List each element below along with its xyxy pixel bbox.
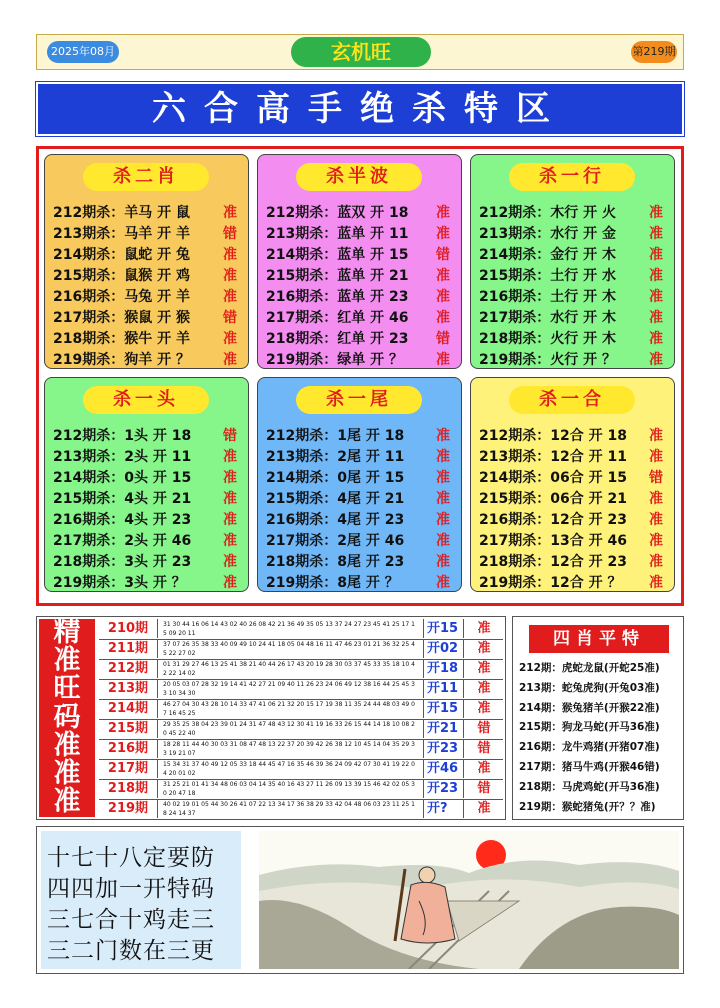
- prediction-text: 218期杀：猴牛 开 羊: [53, 331, 190, 347]
- prediction-row: [53, 350, 243, 371]
- prediction-row: [53, 266, 243, 287]
- period-cell: 217期: [99, 759, 158, 778]
- prediction-row: [53, 287, 243, 308]
- prediction-row: [266, 350, 456, 371]
- table-row: [99, 699, 503, 720]
- four-zodiac-item: 217期：猪马牛鸡(开猴46错): [519, 761, 660, 773]
- numbers-cell: 37 07 26 35 38 33 40 09 49 10 24 41 18 05 04 48 16 11 47 46 23 01 21 36 32 25 45 22 27 02: [163, 641, 415, 657]
- prediction-text: 216期杀：4头 开 23: [53, 512, 192, 528]
- prediction-row: [479, 426, 669, 447]
- prediction-text: 217期杀：2尾 开 46: [266, 533, 405, 549]
- panel-rows: [266, 426, 456, 594]
- prediction-text: 217期杀：红单 开 46: [266, 310, 409, 326]
- panel-rows: [479, 426, 669, 594]
- result-mark: 准: [649, 247, 663, 263]
- result-cell: 错: [463, 719, 504, 738]
- open-cell: 开?: [423, 799, 463, 818]
- four-zodiac-title: 四肖平特: [529, 625, 669, 653]
- result-cell: 准: [463, 639, 504, 658]
- prediction-text: 216期杀：土行 开 木: [479, 289, 616, 305]
- prediction-row: [266, 245, 456, 266]
- prediction-text: 217期杀：13合 开 46: [479, 533, 627, 549]
- prediction-text: 212期杀：1头 开 18: [53, 428, 192, 444]
- prediction-row: [266, 552, 456, 573]
- result-mark: 准: [436, 512, 450, 528]
- result-mark: 准: [436, 226, 450, 242]
- prediction-text: 213期杀：水行 开 金: [479, 226, 616, 242]
- result-mark: 准: [223, 449, 237, 465]
- prediction-text: 219期杀：狗羊 开 ？: [53, 352, 190, 368]
- result-mark: 准: [649, 352, 663, 368]
- four-zodiac-item: 215期：狗龙马蛇(开马36准): [519, 721, 660, 734]
- period-cell: 214期: [99, 699, 158, 718]
- prediction-row: [479, 287, 669, 308]
- prediction-row: [479, 468, 669, 489]
- period-cell: 213期: [99, 679, 158, 698]
- result-cell: 准: [463, 619, 504, 638]
- prediction-row: [266, 203, 456, 224]
- open-cell: 开02: [423, 639, 463, 658]
- prediction-row: [266, 468, 456, 489]
- result-mark: 准: [436, 268, 450, 284]
- result-cell: 准: [463, 799, 504, 818]
- prediction-text: 215期杀：06合 开 21: [479, 491, 627, 507]
- open-cell: 开18: [423, 659, 463, 678]
- result-mark: 准: [436, 470, 450, 486]
- prediction-text: 217期杀：2头 开 46: [53, 533, 192, 549]
- open-cell: 开23: [423, 739, 463, 758]
- result-mark: 准: [436, 310, 450, 326]
- header-bar: [36, 34, 684, 70]
- prediction-row: [53, 468, 243, 489]
- result-mark: 准: [649, 428, 663, 444]
- prediction-text: 219期杀：绿单 开 ？: [266, 352, 403, 368]
- result-mark: 准: [436, 352, 450, 368]
- panel-title: 杀一头: [83, 386, 209, 414]
- prediction-row: [53, 245, 243, 266]
- panel-title: 杀一行: [509, 163, 635, 191]
- prediction-text: 218期杀：火行 开 木: [479, 331, 616, 347]
- prediction-text: 212期杀：羊马 开 鼠: [53, 205, 190, 221]
- result-mark: 准: [436, 491, 450, 507]
- poem-line: 三七合十鸡走三: [47, 907, 215, 933]
- result-mark: 准: [649, 310, 663, 326]
- prediction-row: [53, 489, 243, 510]
- prediction-text: 218期杀：3头 开 23: [53, 554, 192, 570]
- four-zodiac-item: 216期：龙牛鸡猪(开猪07准): [519, 741, 660, 754]
- numbers-cell: 18 28 11 44 40 30 03 31 08 47 48 13 22 37 20 39 42 26 38 12 10 45 14 04 35 29 33 19 21 07: [163, 741, 415, 757]
- period-cell: 219期: [99, 799, 158, 818]
- numbers-cell: 31 30 44 16 06 14 43 02 40 26 08 42 21 36 49 35 05 13 37 24 27 23 45 41 25 17 15 09 20 11: [163, 621, 415, 637]
- prediction-text: 214期杀：06合 开 15: [479, 470, 627, 486]
- prediction-row: [479, 329, 669, 350]
- prediction-text: 213期杀：马羊 开 羊: [53, 226, 190, 242]
- prediction-row: [266, 426, 456, 447]
- prediction-row: [479, 266, 669, 287]
- result-mark: 准: [223, 205, 237, 221]
- result-mark: 准: [223, 268, 237, 284]
- prediction-text: 215期杀：蓝单 开 21: [266, 268, 409, 284]
- panel-title: 杀一尾: [296, 386, 422, 414]
- result-mark: 准: [649, 205, 663, 221]
- panel-grid: [36, 146, 684, 606]
- table-row: [99, 779, 503, 800]
- four-zodiac-item: 218期：马虎鸡蛇(开马36准): [519, 780, 660, 793]
- result-mark: 准: [223, 352, 237, 368]
- poem-section: [36, 826, 684, 974]
- prediction-row: [479, 573, 669, 594]
- open-cell: 开21: [423, 719, 463, 738]
- prediction-row: [479, 447, 669, 468]
- poem-line: 三二门数在三更: [47, 938, 215, 964]
- prediction-row: [479, 245, 669, 266]
- vertical-title: [39, 619, 95, 817]
- prediction-text: 215期杀：鼠猴 开 鸡: [53, 268, 190, 284]
- four-zodiac-item: 213期：蛇兔虎狗(开兔03准): [519, 681, 660, 694]
- page-title: 六合高手绝杀特区: [36, 82, 684, 136]
- result-cell: 准: [463, 679, 504, 698]
- period-cell: 218期: [99, 779, 158, 798]
- table-row: [99, 799, 503, 820]
- prediction-row: [266, 573, 456, 594]
- prediction-text: 212期杀：12合 开 18: [479, 428, 627, 444]
- prediction-text: 212期杀：蓝双 开 18: [266, 205, 409, 221]
- prediction-row: [53, 510, 243, 531]
- prediction-text: 215期杀：土行 开 水: [479, 268, 616, 284]
- table-row: [99, 719, 503, 740]
- prediction-row: [266, 329, 456, 350]
- prediction-text: 214期杀：0尾 开 15: [266, 470, 405, 486]
- panel-rows: [53, 426, 243, 594]
- result-mark: 准: [649, 268, 663, 284]
- prediction-text: 214期杀：0头 开 15: [53, 470, 192, 486]
- prediction-text: 217期杀：水行 开 木: [479, 310, 616, 326]
- result-mark: 准: [649, 289, 663, 305]
- prediction-row: [53, 308, 243, 329]
- open-cell: 开46: [423, 759, 463, 778]
- result-mark: 准: [223, 247, 237, 263]
- prediction-text: 219期杀：12合 开 ？: [479, 575, 622, 591]
- panel-title: 杀一合: [509, 386, 635, 414]
- panel-title: 杀二肖: [83, 163, 209, 191]
- prediction-row: [479, 531, 669, 552]
- vertical-char: 精: [53, 617, 81, 648]
- prediction-row: [53, 224, 243, 245]
- result-mark: 准: [223, 289, 237, 305]
- prediction-text: 218期杀：红单 开 23: [266, 331, 409, 347]
- result-mark: 准: [223, 491, 237, 507]
- prediction-row: [266, 224, 456, 245]
- prediction-text: 216期杀：蓝单 开 23: [266, 289, 409, 305]
- period-cell: 212期: [99, 659, 158, 678]
- result-mark: 准: [436, 289, 450, 305]
- prediction-text: 219期杀：8尾 开 ？: [266, 575, 399, 591]
- result-cell: 准: [463, 659, 504, 678]
- prediction-row: [53, 447, 243, 468]
- prediction-text: 213期杀：蓝单 开 11: [266, 226, 409, 242]
- result-mark: 错: [223, 428, 237, 444]
- four-zodiac-item: 219期：猴蛇猪兔(开？？准): [519, 800, 656, 813]
- panel-title: 杀半波: [296, 163, 422, 191]
- brand-logo: 玄机旺: [291, 37, 431, 67]
- prediction-row: [479, 350, 669, 371]
- numbers-cell: 01 31 29 27 46 13 25 41 38 21 40 44 26 17 43 20 19 28 30 03 37 45 33 35 18 10 42 22 14 02: [163, 661, 415, 677]
- prediction-row: [479, 552, 669, 573]
- result-mark: 准: [649, 449, 663, 465]
- numbers-cell: 31 25 21 01 41 34 48 06 03 04 14 35 40 16 43 27 11 26 09 13 39 15 46 42 02 05 30 20 47 18: [163, 781, 415, 797]
- vertical-char: 旺: [53, 673, 81, 705]
- open-cell: 开15: [423, 699, 463, 718]
- table-row: [99, 619, 503, 640]
- result-cell: 错: [463, 779, 504, 798]
- result-mark: 错: [649, 470, 663, 486]
- prediction-text: 216期杀：12合 开 23: [479, 512, 627, 528]
- result-mark: 准: [223, 512, 237, 528]
- result-mark: 准: [649, 533, 663, 549]
- numbers-cell: 40 02 19 01 05 44 30 26 41 07 22 13 34 17 36 38 29 33 42 04 48 06 03 23 11 25 18 24 14 37: [163, 801, 415, 817]
- result-mark: 准: [223, 470, 237, 486]
- kill-panel: [44, 377, 249, 592]
- period-cell: 215期: [99, 719, 158, 738]
- kill-panel: [257, 154, 462, 369]
- four-zodiac-box: [512, 616, 684, 820]
- four-zodiac-item: 212期：虎蛇龙鼠(开蛇25准): [519, 662, 660, 674]
- result-mark: 准: [223, 575, 237, 591]
- open-cell: 开23: [423, 779, 463, 798]
- result-mark: 准: [649, 554, 663, 570]
- vertical-char: 码: [53, 701, 81, 733]
- result-mark: 准: [649, 331, 663, 347]
- result-mark: 准: [649, 491, 663, 507]
- result-cell: 准: [463, 759, 504, 778]
- result-mark: 准: [223, 331, 237, 347]
- issue-badge: 第219期: [631, 41, 677, 63]
- numbers-cell: 20 05 03 07 28 32 19 14 41 42 27 21 09 40 11 26 23 24 06 49 12 38 16 44 25 45 33 10 34 30: [163, 681, 415, 697]
- result-mark: 准: [223, 554, 237, 570]
- prediction-row: [266, 531, 456, 552]
- kill-panel: [257, 377, 462, 592]
- table-row: [99, 659, 503, 680]
- period-cell: 211期: [99, 639, 158, 658]
- open-cell: 开15: [423, 619, 463, 638]
- table-row: [99, 739, 503, 760]
- prediction-text: 219期杀：火行 开 ？: [479, 352, 616, 368]
- open-cell: 开11: [423, 679, 463, 698]
- date-badge: 2025年08月: [47, 41, 119, 63]
- kill-panel: [44, 154, 249, 369]
- prediction-row: [479, 510, 669, 531]
- prediction-row: [53, 531, 243, 552]
- prediction-row: [266, 287, 456, 308]
- prediction-text: 217期杀：猴鼠 开 猴: [53, 310, 190, 326]
- prediction-text: 212期杀：木行 开 火: [479, 205, 616, 221]
- numbers-cell: 15 34 31 37 40 49 12 05 33 18 44 45 47 16 35 46 39 36 24 09 42 07 30 41 19 22 04 20 01 02: [163, 761, 415, 777]
- prediction-row: [53, 329, 243, 350]
- kill-panel: [470, 377, 675, 592]
- numbers-cell: 46 27 04 30 43 28 10 14 33 47 41 06 21 32 20 15 17 19 38 11 35 24 44 48 03 49 07 16 45 25: [163, 701, 415, 717]
- prediction-row: [266, 266, 456, 287]
- vertical-char: 准: [53, 758, 81, 790]
- result-mark: 准: [436, 205, 450, 221]
- table-row: [99, 679, 503, 700]
- table-row: [99, 759, 503, 780]
- prediction-row: [479, 489, 669, 510]
- prediction-row: [479, 203, 669, 224]
- prediction-text: 213期杀：2头 开 11: [53, 449, 192, 465]
- prediction-text: 214期杀：金行 开 木: [479, 247, 616, 263]
- result-mark: 错: [436, 331, 450, 347]
- period-cell: 216期: [99, 739, 158, 758]
- vertical-char: 准: [53, 645, 81, 677]
- four-zodiac-item: 214期：猴兔猪羊(开猴22准): [519, 701, 660, 714]
- prediction-row: [53, 552, 243, 573]
- result-mark: 错: [436, 247, 450, 263]
- prediction-text: 215期杀：4头 开 21: [53, 491, 192, 507]
- numbers-cell: 29 35 25 38 04 23 39 01 24 31 47 48 43 12 30 41 19 16 33 26 15 44 14 18 10 08 20 45 22 40: [163, 721, 415, 737]
- prediction-text: 216期杀：4尾 开 23: [266, 512, 405, 528]
- prediction-row: [479, 224, 669, 245]
- kill-panel: [470, 154, 675, 369]
- vertical-char: 准: [53, 786, 81, 818]
- poem-line: 四四加一开特码: [47, 876, 215, 902]
- period-cell: 210期: [99, 619, 158, 638]
- poem-line: 十七十八定要防: [47, 845, 215, 871]
- panel-rows: [53, 203, 243, 371]
- prediction-row: [53, 573, 243, 594]
- panel-rows: [266, 203, 456, 371]
- result-mark: 错: [223, 310, 237, 326]
- prediction-row: [53, 203, 243, 224]
- panel-rows: [479, 203, 669, 371]
- result-mark: 错: [223, 226, 237, 242]
- prediction-text: 214期杀：鼠蛇 开 兔: [53, 247, 190, 263]
- prediction-text: 218期杀：12合 开 23: [479, 554, 627, 570]
- result-mark: 准: [649, 226, 663, 242]
- result-mark: 准: [223, 533, 237, 549]
- vertical-char: 准: [53, 729, 81, 761]
- prediction-row: [266, 308, 456, 329]
- prediction-text: 219期杀：3头 开 ？: [53, 575, 186, 591]
- result-mark: 准: [649, 575, 663, 591]
- prediction-row: [479, 308, 669, 329]
- result-mark: 准: [649, 512, 663, 528]
- result-mark: 准: [436, 449, 450, 465]
- prediction-text: 218期杀：8尾 开 23: [266, 554, 405, 570]
- number-table: [36, 616, 506, 820]
- landscape-painting: [259, 831, 679, 969]
- prediction-text: 212期杀：1尾 开 18: [266, 428, 405, 444]
- table-row: [99, 639, 503, 660]
- result-mark: 准: [436, 575, 450, 591]
- prediction-text: 216期杀：马兔 开 羊: [53, 289, 190, 305]
- prediction-text: 214期杀：蓝单 开 15: [266, 247, 409, 263]
- prediction-row: [53, 426, 243, 447]
- prediction-row: [266, 489, 456, 510]
- result-mark: 准: [436, 554, 450, 570]
- result-mark: 准: [436, 533, 450, 549]
- prediction-row: [266, 447, 456, 468]
- result-cell: 错: [463, 739, 504, 758]
- poem-text: [41, 831, 241, 969]
- prediction-text: 215期杀：4尾 开 21: [266, 491, 405, 507]
- prediction-text: 213期杀：12合 开 11: [479, 449, 627, 465]
- prediction-row: [266, 510, 456, 531]
- result-cell: 准: [463, 699, 504, 718]
- result-mark: 准: [436, 428, 450, 444]
- prediction-text: 213期杀：2尾 开 11: [266, 449, 405, 465]
